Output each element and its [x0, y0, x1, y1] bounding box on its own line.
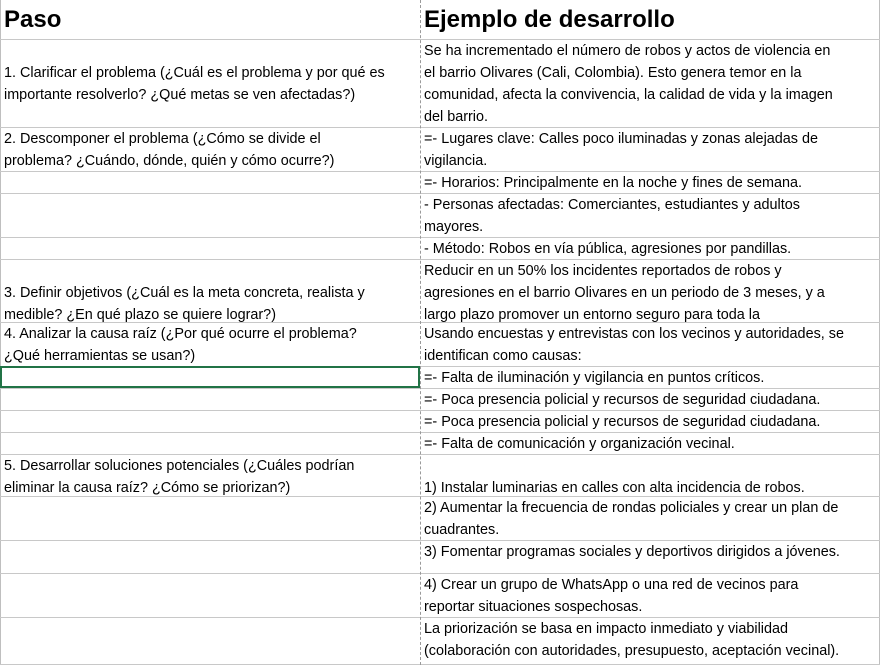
ejemplo-line [424, 455, 876, 477]
table-row[interactable] [0, 389, 880, 411]
paso-line [4, 519, 416, 541]
paso-line: eliminar la causa raíz? ¿Cómo se priorizan?) [4, 480, 291, 496]
ejemplo-cell[interactable] [424, 172, 876, 194]
paso-line [4, 497, 416, 519]
paso-cell[interactable] [4, 618, 416, 665]
ejemplo-line: del barrio. [424, 109, 488, 125]
ejemplo-line: =- Poca presencia policial y recursos de seguridad ciudadana. [424, 392, 821, 408]
table-row[interactable] [0, 455, 880, 497]
paso-line [4, 216, 416, 238]
ejemplo-line: 2) Aumentar la frecuencia de rondas policiales y crear un plan de [424, 500, 839, 516]
ejemplo-line: mayores. [424, 219, 484, 235]
header-paso[interactable]: Paso [4, 6, 62, 33]
paso-line [4, 411, 416, 433]
paso-line: 1. Clarificar el problema (¿Cuál es el problema y por qué es [4, 65, 385, 81]
table-row[interactable] [0, 433, 880, 455]
table-row[interactable] [0, 323, 880, 367]
table-row[interactable] [0, 618, 880, 665]
ejemplo-cell[interactable] [424, 323, 876, 367]
table-row[interactable] [0, 128, 880, 172]
ejemplo-cell[interactable] [424, 260, 876, 323]
ejemplo-line: La priorización se basa en impacto inmediato y viabilidad [424, 621, 788, 637]
ejemplo-line: largo plazo promover un entorno seguro para toda la [424, 307, 760, 323]
table-row[interactable] [0, 541, 880, 574]
ejemplo-line: el barrio Olivares (Cali, Colombia). Esto genera temor en la [424, 65, 802, 81]
column-divider [420, 0, 421, 665]
ejemplo-line: cuadrantes. [424, 522, 500, 538]
paso-line [4, 238, 416, 260]
ejemplo-line: =- Poca presencia policial y recursos de seguridad ciudadana. [424, 414, 821, 430]
ejemplo-line: =- Falta de iluminación y vigilancia en puntos críticos. [424, 370, 765, 386]
ejemplo-line: 3) Fomentar programas sociales y deportivos dirigidos a jóvenes. [424, 544, 840, 560]
ejemplo-line: reportar situaciones sospechosas. [424, 599, 643, 615]
ejemplo-line: =- Falta de comunicación y organización vecinal. [424, 436, 735, 452]
ejemplo-line: Usando encuestas y entrevistas con los vecinos y autoridades, se [424, 326, 844, 342]
paso-cell[interactable] [4, 497, 416, 541]
paso-cell[interactable] [4, 194, 416, 238]
ejemplo-line: vigilancia. [424, 153, 488, 169]
paso-line [4, 541, 416, 563]
paso-line [4, 106, 416, 128]
ejemplo-cell[interactable] [424, 128, 876, 172]
ejemplo-cell[interactable] [424, 389, 876, 411]
ejemplo-cell[interactable] [424, 541, 876, 574]
paso-cell[interactable] [4, 260, 416, 323]
paso-line: importante resolverlo? ¿Qué metas se ven afectadas?) [4, 87, 356, 103]
paso-line: 4. Analizar la causa raíz (¿Por qué ocurre el problema? [4, 326, 357, 342]
ejemplo-line: Se ha incrementado el número de robos y actos de violencia en [424, 43, 831, 59]
ejemplo-line: =- Lugares clave: Calles poco iluminadas y zonas alejadas de [424, 131, 818, 147]
paso-line [4, 40, 416, 62]
ejemplo-line: - Método: Robos en vía pública, agresiones por pandillas. [424, 241, 792, 257]
paso-line [4, 389, 416, 411]
paso-cell[interactable] [4, 172, 416, 194]
paso-line [4, 596, 416, 618]
ejemplo-cell[interactable] [424, 40, 876, 128]
ejemplo-line: comunidad, afecta la convivencia, la calidad de vida y la imagen [424, 87, 833, 103]
paso-line [4, 194, 416, 216]
paso-line: problema? ¿Cuándo, dónde, quién y cómo ocurre?) [4, 153, 335, 169]
paso-line: medible? ¿En qué plazo se quiere lograr?) [4, 307, 276, 323]
table-row[interactable] [0, 260, 880, 323]
table-row[interactable] [0, 40, 880, 128]
paso-cell[interactable] [4, 411, 416, 433]
ejemplo-cell[interactable] [424, 433, 876, 455]
ejemplo-cell[interactable] [424, 367, 876, 389]
ejemplo-line: (colaboración con autoridades, presupuesto, aceptación vecinal). [424, 643, 840, 659]
paso-cell[interactable] [4, 574, 416, 618]
header-ejemplo[interactable]: Ejemplo de desarrollo [424, 6, 675, 33]
ejemplo-line: identifican como causas: [424, 348, 582, 364]
paso-line [4, 172, 416, 194]
paso-line [4, 574, 416, 596]
paso-line: 3. Definir objetivos (¿Cuál es la meta concreta, realista y [4, 285, 365, 301]
ejemplo-cell[interactable] [424, 497, 876, 541]
table-row[interactable] [0, 194, 880, 238]
paso-line: 2. Descomponer el problema (¿Cómo se divide el [4, 131, 321, 147]
paso-line: ¿Qué herramientas se usan?) [4, 348, 196, 364]
header-row[interactable] [0, 0, 880, 40]
paso-line [4, 618, 416, 640]
ejemplo-line: 1) Instalar luminarias en calles con alta incidencia de robos. [424, 480, 805, 496]
paso-cell[interactable] [4, 433, 416, 455]
paso-line [4, 640, 416, 662]
paso-line: 5. Desarrollar soluciones potenciales (¿Cuáles podrían [4, 458, 355, 474]
ejemplo-cell[interactable] [424, 455, 876, 497]
paso-line [4, 260, 416, 282]
ejemplo-cell[interactable] [424, 618, 876, 665]
paso-cell[interactable] [4, 455, 416, 497]
ejemplo-line: agresiones en el barrio Olivares en un periodo de 3 meses, y a [424, 285, 825, 301]
ejemplo-line: - Personas afectadas: Comerciantes, estudiantes y adultos [424, 197, 800, 213]
table-row[interactable] [0, 497, 880, 541]
ejemplo-cell[interactable] [424, 411, 876, 433]
selected-cell[interactable] [0, 366, 420, 388]
paso-cell[interactable] [4, 323, 416, 367]
ejemplo-cell[interactable] [424, 238, 876, 260]
table-row[interactable] [0, 238, 880, 260]
ejemplo-cell[interactable] [424, 574, 876, 618]
ejemplo-cell[interactable] [424, 194, 876, 238]
table-row[interactable] [0, 172, 880, 194]
table-row[interactable] [0, 574, 880, 618]
paso-cell[interactable] [4, 238, 416, 260]
ejemplo-line: 4) Crear un grupo de WhatsApp o una red de vecinos para [424, 577, 799, 593]
ejemplo-line: =- Horarios: Principalmente en la noche y fines de semana. [424, 175, 802, 191]
table-row[interactable] [0, 411, 880, 433]
ejemplo-line: Reducir en un 50% los incidentes reportados de robos y [424, 263, 782, 279]
paso-line [4, 433, 416, 455]
paso-cell[interactable] [4, 40, 416, 128]
paso-cell[interactable] [4, 389, 416, 411]
paso-cell[interactable] [4, 128, 416, 172]
paso-cell[interactable] [4, 541, 416, 574]
